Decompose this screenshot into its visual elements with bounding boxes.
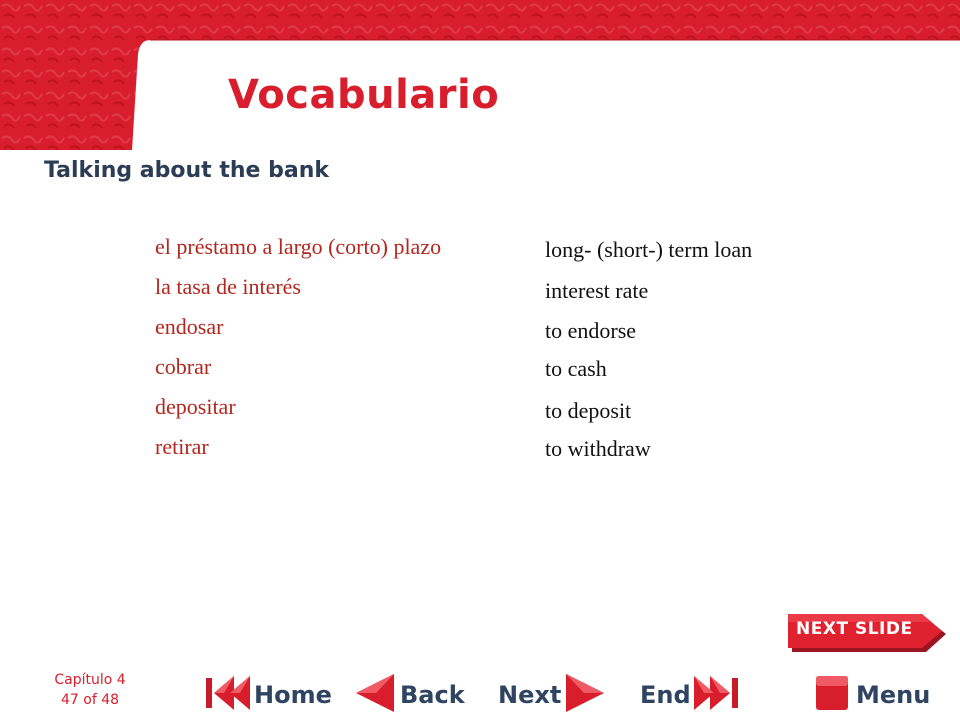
chapter-info (40, 670, 140, 710)
back-label: Back (400, 681, 465, 709)
right-arrow-icon (564, 672, 608, 714)
end-button[interactable] (640, 672, 750, 718)
home-label: Home (254, 681, 332, 709)
vocab-term: retirar (155, 434, 209, 459)
vocab-meaning: to endorse (545, 318, 637, 343)
vocab-term: el préstamo a largo (corto) plazo (155, 234, 442, 259)
menu-label: Menu (856, 681, 931, 709)
next-slide-label: NEXT SLIDE (796, 619, 913, 639)
menu-button[interactable] (814, 672, 936, 718)
vocab-term: la tasa de interés (155, 274, 301, 299)
vocab-meaning: to cash (545, 356, 607, 381)
back-button[interactable] (352, 672, 470, 718)
double-right-arrow-icon (692, 672, 744, 714)
left-arrow-icon (352, 672, 396, 714)
menu-square-icon (814, 674, 850, 714)
vocab-meaning: to withdraw (545, 436, 651, 461)
page-counter: 47 of 48 (60, 692, 120, 708)
vocab-meaning: interest rate (545, 278, 649, 303)
next-nav-button[interactable] (498, 672, 610, 718)
double-left-arrow-icon (204, 672, 252, 714)
vocab-term: depositar (155, 394, 236, 419)
vocab-term: cobrar (155, 354, 212, 379)
section-subtitle: Talking about the bank (44, 158, 329, 183)
vocab-meaning: long- (short-) term loan (545, 237, 753, 262)
chapter-label: Capítulo 4 (54, 672, 126, 688)
vocab-term: endosar (155, 314, 224, 339)
home-button[interactable] (204, 672, 334, 718)
vocab-meaning: to deposit (545, 398, 632, 423)
next-slide-button[interactable] (786, 610, 946, 654)
next-label: Next (498, 681, 562, 709)
end-label: End (640, 681, 691, 709)
page-title: Vocabulario (228, 72, 500, 118)
